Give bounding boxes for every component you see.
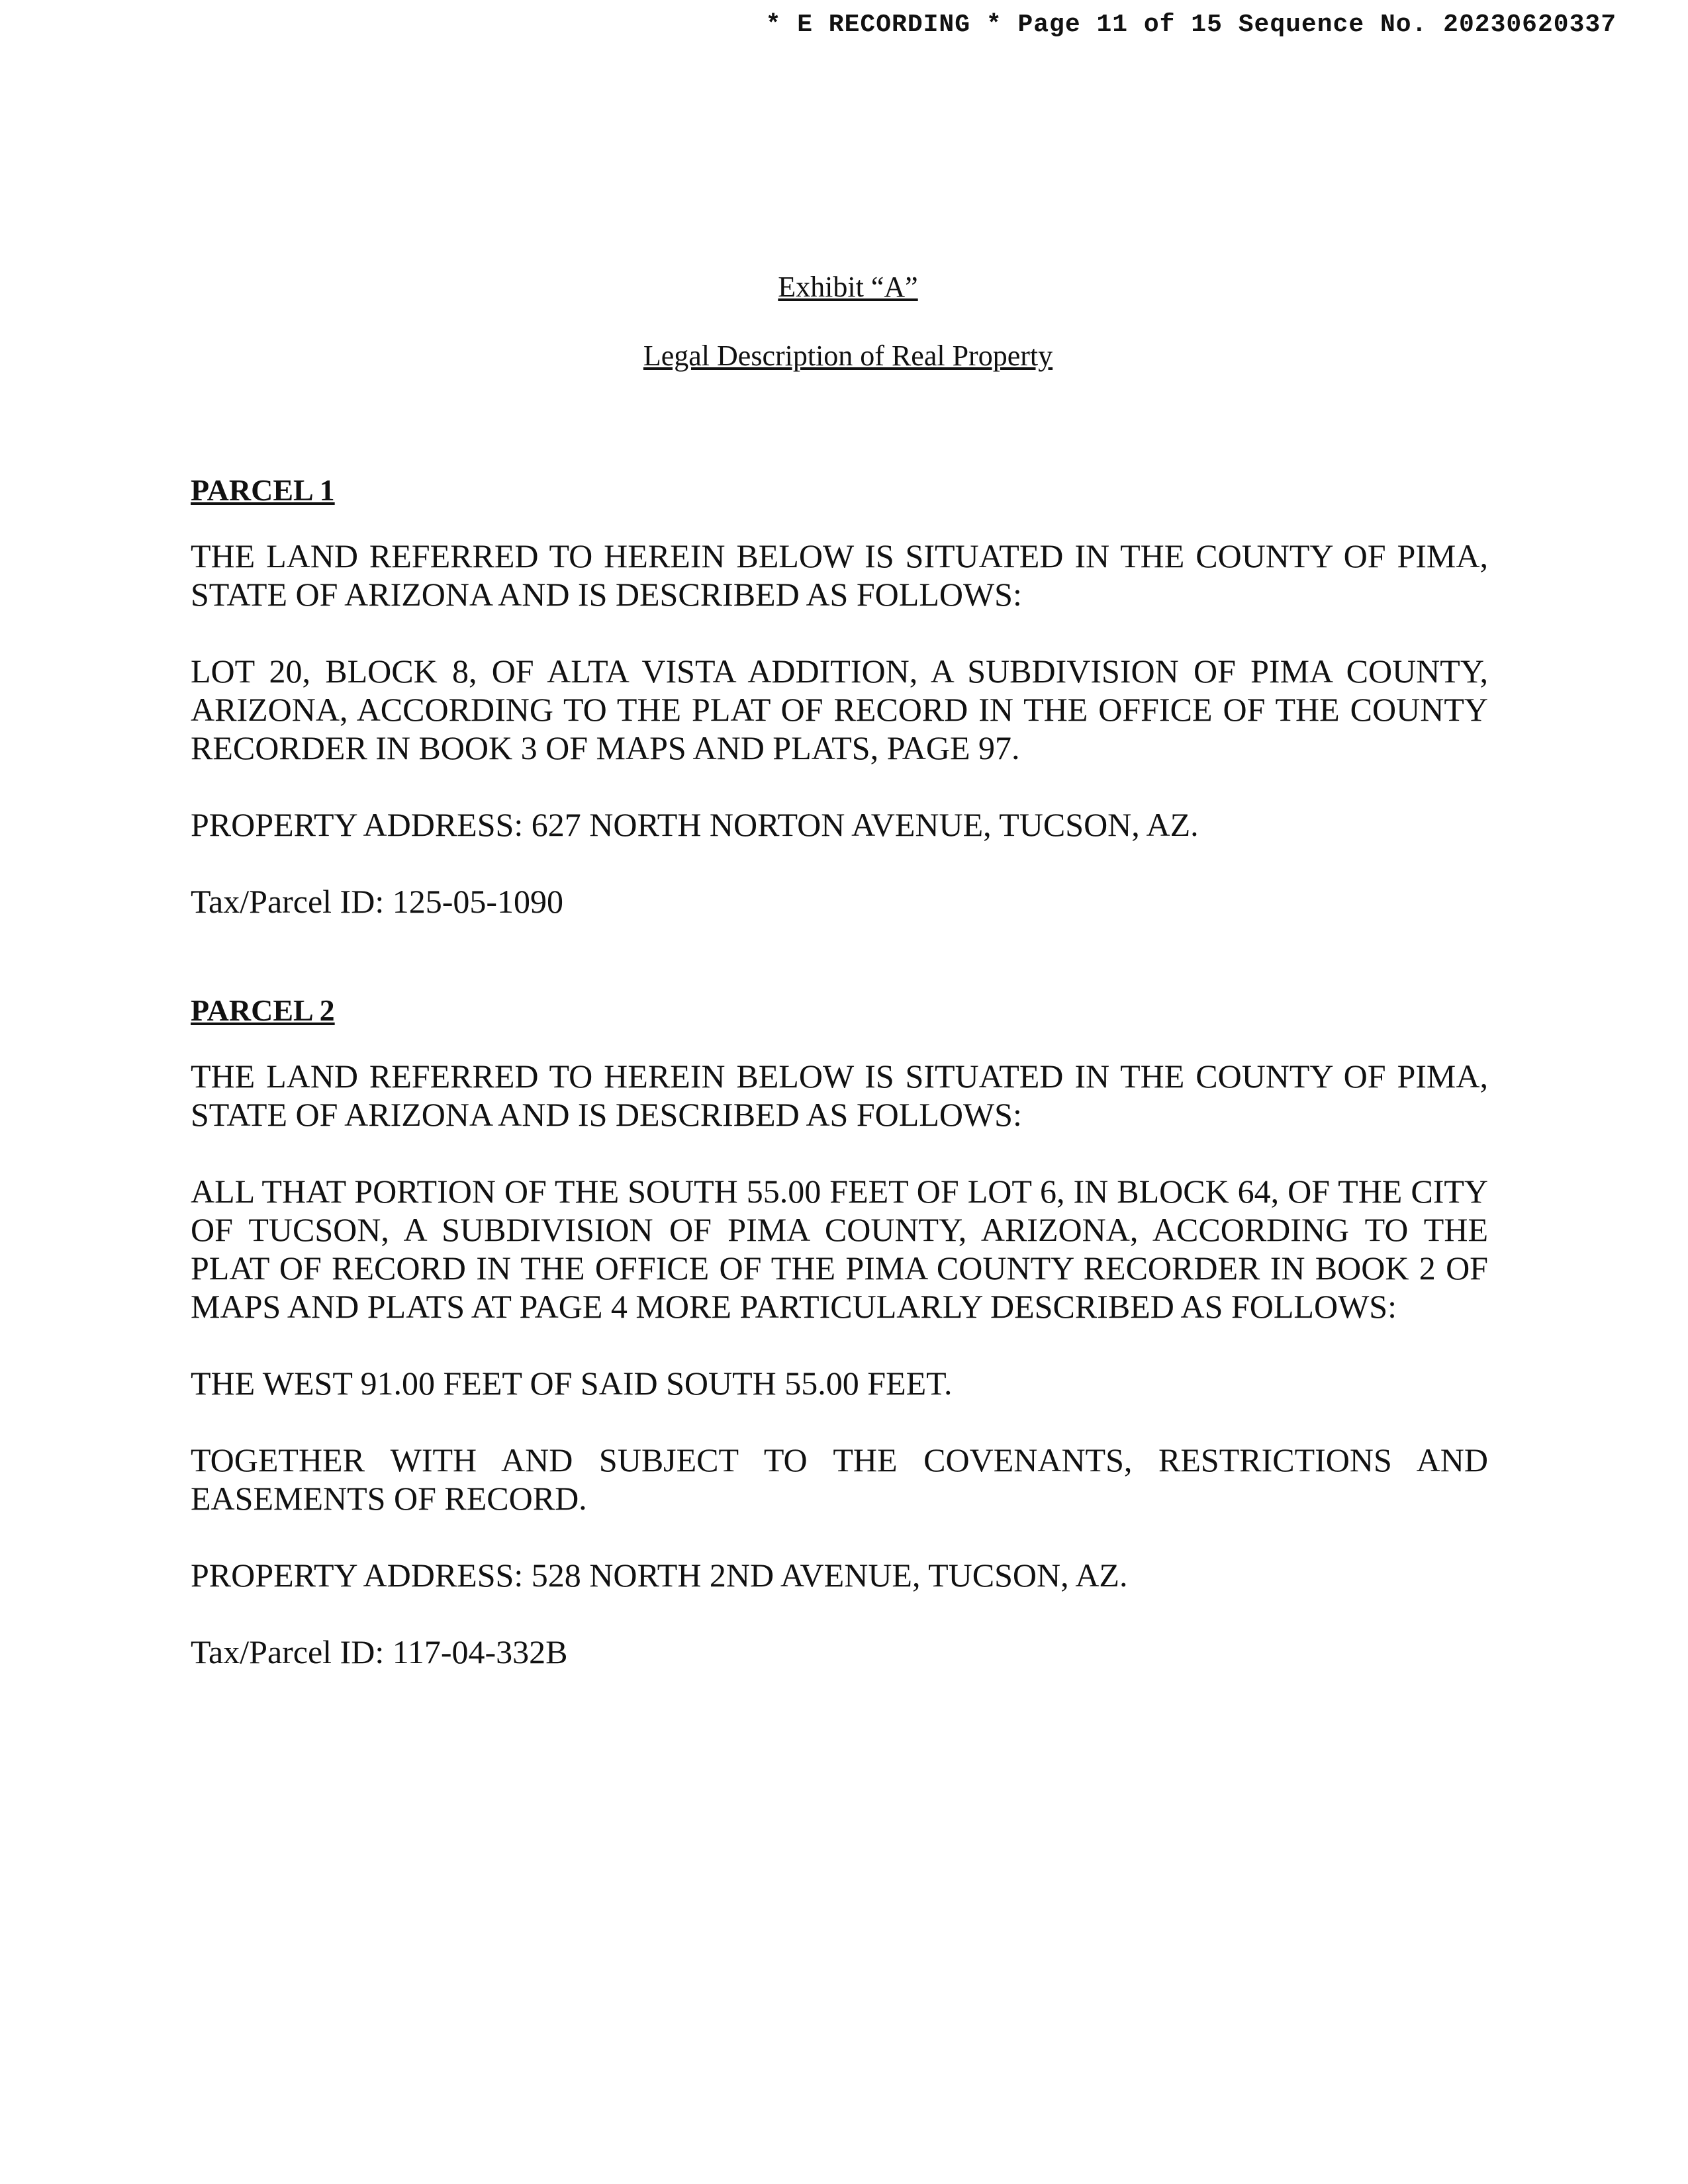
parcel-2-section [191,993,1488,1671]
exhibit-subtitle: Legal Description of Real Property [643,340,1053,372]
recording-header: * E RECORDING * Page 11 of 15 Sequence No. 20230620337 [765,11,1617,39]
property-address: PROPERTY ADDRESS: 627 NORTH NORTON AVENUE, TUCSON, AZ. [191,806,1199,843]
parcel-1-section [191,473,1488,921]
parcel-intro: THE LAND REFERRED TO HEREIN BELOW IS SITUATED IN THE COUNTY OF PIMA, STATE OF ARIZONA AND IS DESCRIBED AS FOLLOWS: [191,537,1488,613]
parcel-description: ALL THAT PORTION OF THE SOUTH 55.00 FEET OF LOT 6, IN BLOCK 64, OF THE CITY OF TUCSON, A SUBDIVISION OF PIMA COUNTY, ARIZONA, ACCORDING TO THE PLAT OF RECORD IN THE OFFICE OF THE PIMA COUNTY RECORDER IN BOOK 2 OF MAPS AND PLATS AT PAGE 4 MORE PARTICULARLY DESCRIBED AS FOLLOWS: [191,1173,1488,1325]
parcel-intro: THE LAND REFERRED TO HEREIN BELOW IS SITUATED IN THE COUNTY OF PIMA, STATE OF ARIZONA AND IS DESCRIBED AS FOLLOWS: [191,1058,1488,1133]
tax-parcel-id: Tax/Parcel ID: 125-05-1090 [191,883,564,920]
parcel-description: LOT 20, BLOCK 8, OF ALTA VISTA ADDITION, A SUBDIVISION OF PIMA COUNTY, ARIZONA, ACCORDING TO THE PLAT OF RECORD IN THE OFFICE OF THE COUNTY RECORDER IN BOOK 3 OF MAPS AND PLATS, PAGE 97. [191,653,1488,766]
covenants-clause: TOGETHER WITH AND SUBJECT TO THE COVENANTS, RESTRICTIONS AND EASEMENTS OF RECORD. [191,1441,1488,1517]
exhibit-title: Exhibit “A” [778,271,918,303]
parcel-description-detail: THE WEST 91.00 FEET OF SAID SOUTH 55.00 FEET. [191,1365,953,1402]
tax-parcel-id: Tax/Parcel ID: 117-04-332B [191,1633,568,1670]
parcel-heading: PARCEL 2 [191,993,335,1027]
property-address: PROPERTY ADDRESS: 528 NORTH 2ND AVENUE, TUCSON, AZ. [191,1557,1128,1594]
parcel-heading: PARCEL 1 [191,473,335,507]
